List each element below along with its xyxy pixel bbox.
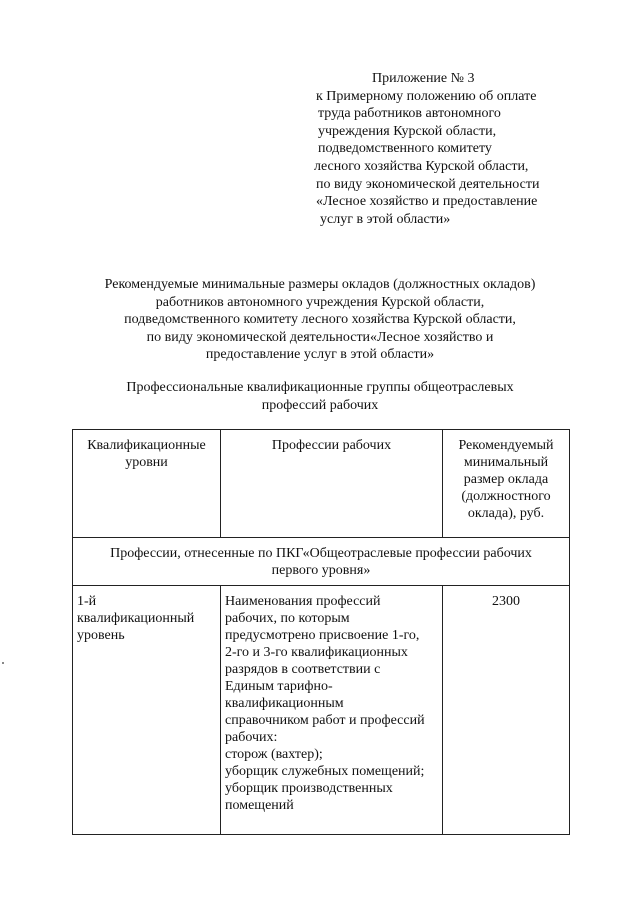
- appendix-header: [312, 70, 612, 228]
- profession-text: рабочих, по которым: [225, 611, 350, 626]
- header-qualification-levels: [73, 430, 221, 538]
- header-text: размер оклада: [463, 472, 549, 487]
- profession-text: уборщик служебных помещений;: [225, 764, 425, 779]
- table-row: [73, 586, 570, 835]
- appendix-number: Приложение № 3: [372, 71, 475, 86]
- profession-text: сторож (вахтер);: [225, 747, 323, 762]
- title-line: по виду экономической деятельности«Лесное хозяйство и: [146, 329, 494, 345]
- profession-text: уборщик производственных: [225, 781, 393, 796]
- section-subtitle: [60, 379, 580, 414]
- profession-text: Наименования профессий: [225, 594, 381, 609]
- appendix-line: к Примерному положению об оплате: [316, 88, 537, 104]
- header-professions: [221, 430, 443, 538]
- appendix-line: подведомственного комитету: [318, 141, 492, 157]
- profession-text: предусмотрено присвоение 1-го,: [225, 628, 420, 643]
- appendix-line: услуг в этой области»: [320, 211, 451, 227]
- appendix-line: лесного хозяйства Курской области,: [314, 158, 529, 174]
- appendix-line: труда работников автономного: [318, 106, 501, 122]
- group-title-text: первого уровня»: [271, 563, 371, 578]
- profession-text: помещений: [225, 798, 294, 813]
- header-text: оклада), руб.: [467, 506, 545, 521]
- group-title-text: Профессии, отнесенные по ПКГ«Общеотраслевые профессии рабочих: [110, 546, 532, 561]
- header-text: минимальный: [463, 455, 549, 470]
- scan-artifact-dot: [2, 662, 4, 664]
- level-cell: [73, 586, 221, 835]
- header-text: Профессии рабочих: [271, 438, 392, 453]
- title-line: Рекомендуемые минимальные размеры окладов (должностных окладов): [104, 277, 536, 292]
- salary-cell: [443, 586, 570, 835]
- table-header-row: [73, 430, 570, 538]
- level-text: 1-й: [77, 594, 97, 609]
- group-title-cell: [73, 538, 570, 586]
- title-line: предоставление услуг в этой области»: [205, 347, 435, 363]
- profession-text: рабочих:: [225, 730, 278, 745]
- title-line: работников автономного учреждения Курской области,: [155, 294, 485, 310]
- appendix-line: учреждения Курской области,: [318, 123, 497, 139]
- subtitle-line: Профессиональные квалификационные группы общеотраслевых: [126, 380, 514, 395]
- header-text: Квалификационные: [87, 438, 206, 453]
- header-text: Рекомендуемый: [458, 438, 554, 453]
- appendix-line: по виду экономической деятельности: [316, 176, 540, 192]
- profession-text: Единым тарифно-: [225, 679, 333, 694]
- title-line: подведомственного комитету лесного хозяйства Курской области,: [124, 312, 516, 328]
- document-title: [60, 276, 580, 364]
- level-text: квалификационный: [77, 611, 195, 626]
- header-text: (должностного: [461, 489, 551, 504]
- profession-text: 2-го и 3-го квалификационных: [225, 645, 408, 660]
- professions-cell: [221, 586, 443, 835]
- level-text: уровень: [77, 628, 125, 643]
- profession-text: разрядов в соответствии с: [225, 662, 381, 677]
- salary-value: 2300: [492, 594, 520, 609]
- subtitle-line: профессий рабочих: [261, 397, 379, 413]
- salary-table: [72, 429, 570, 835]
- header-text: уровни: [125, 455, 168, 470]
- profession-text: справочником работ и профессий: [225, 713, 425, 728]
- header-salary: [443, 430, 570, 538]
- table-group-row: [73, 538, 570, 586]
- appendix-line: «Лесное хозяйство и предоставление: [316, 194, 538, 210]
- profession-text: квалификационным: [225, 696, 344, 711]
